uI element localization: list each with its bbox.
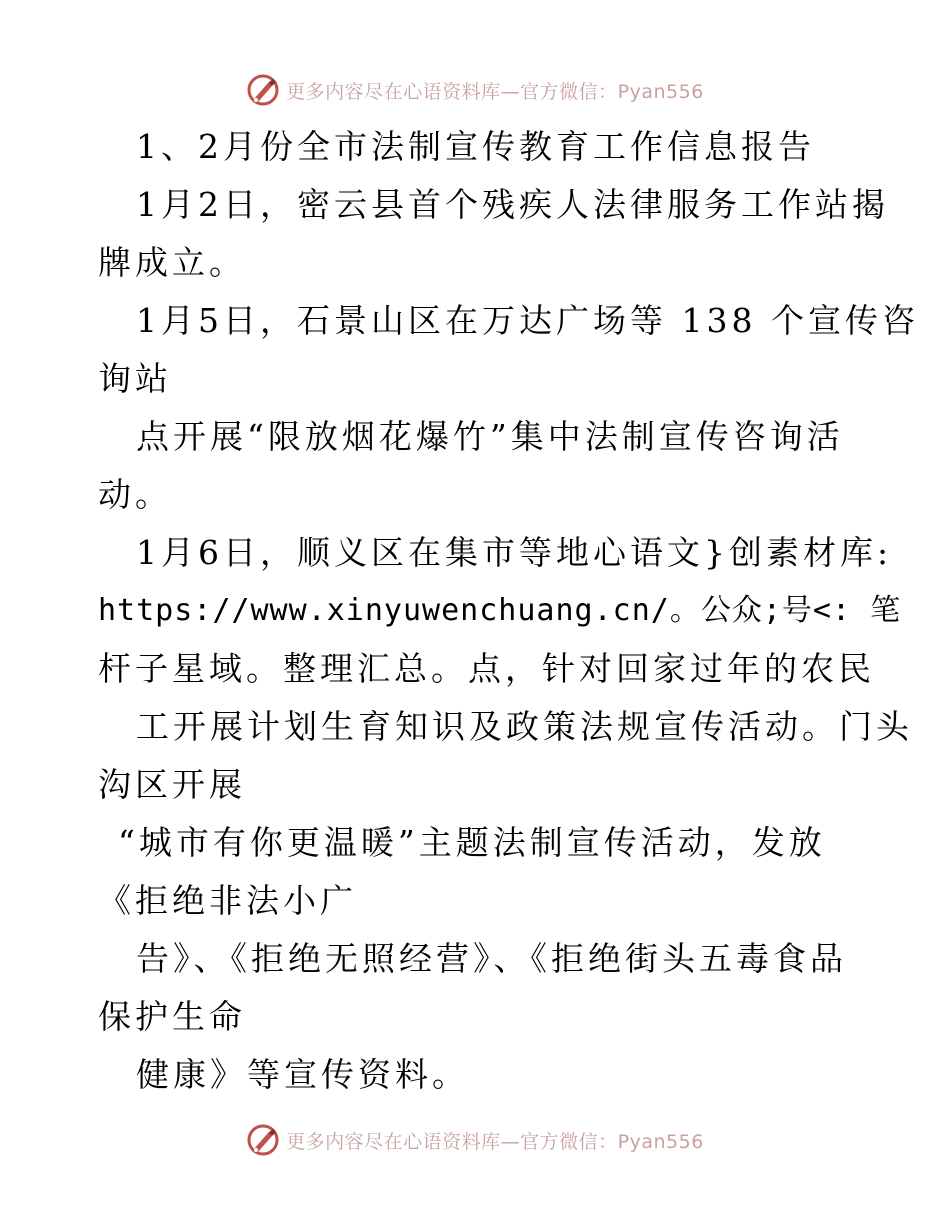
watermark-text: 更多内容尽在心语资料库—官方微信：Pyan556 (286, 1130, 704, 1153)
document-body (98, 118, 919, 1104)
paragraph-line: “城市有你更温暖”主题法制宣传活动，发放 (118, 823, 826, 862)
watermark-text: 更多内容尽在心语资料库—官方微信：Pyan556 (286, 80, 704, 103)
paragraph-line: 告》、《拒绝无照经营》、《拒绝街头五毒食品 (136, 939, 847, 978)
paragraph-line: 保护生命 (98, 997, 246, 1036)
paragraph-line: 工开展计划生育知识及政策法规宣传活动。门头 (136, 707, 913, 746)
paragraph-line: 1月6日，顺义区在集市等地心语文}创素材库: (136, 533, 893, 572)
paragraph-line: 询站 (98, 359, 172, 398)
paragraph-line: 牌成立。 (98, 243, 246, 282)
paragraph-line: 1月5日，石景山区在万达广场等 138 个宣传咨 (136, 301, 919, 340)
paragraph-line: 1月2日，密云县首个残疾人法律服务工作站揭 (136, 185, 889, 224)
paragraph-line: 杆子星域。整理汇总。点，针对回家过年的农民 (98, 649, 875, 688)
paragraph-line: 健康》等宣传资料。 (136, 1055, 469, 1094)
pen-logo-icon (246, 1123, 280, 1157)
paragraph-line: 点开展“限放烟花爆竹”集中法制宣传咨询活 (136, 417, 844, 456)
header-watermark (0, 72, 950, 108)
footer-watermark (0, 1122, 950, 1158)
paragraph-line: 沟区开展 (98, 765, 246, 804)
paragraph-line: 动。 (98, 475, 172, 514)
pen-logo-icon (246, 73, 280, 107)
paragraph-line: 《拒绝非法小广 (98, 881, 357, 920)
document-title: 1、2月份全市法制宣传教育工作信息报告 (136, 127, 815, 166)
paragraph-line-url: https://www.xinyuwenchuang.cn/。公众;号<: 笔 (98, 593, 902, 628)
